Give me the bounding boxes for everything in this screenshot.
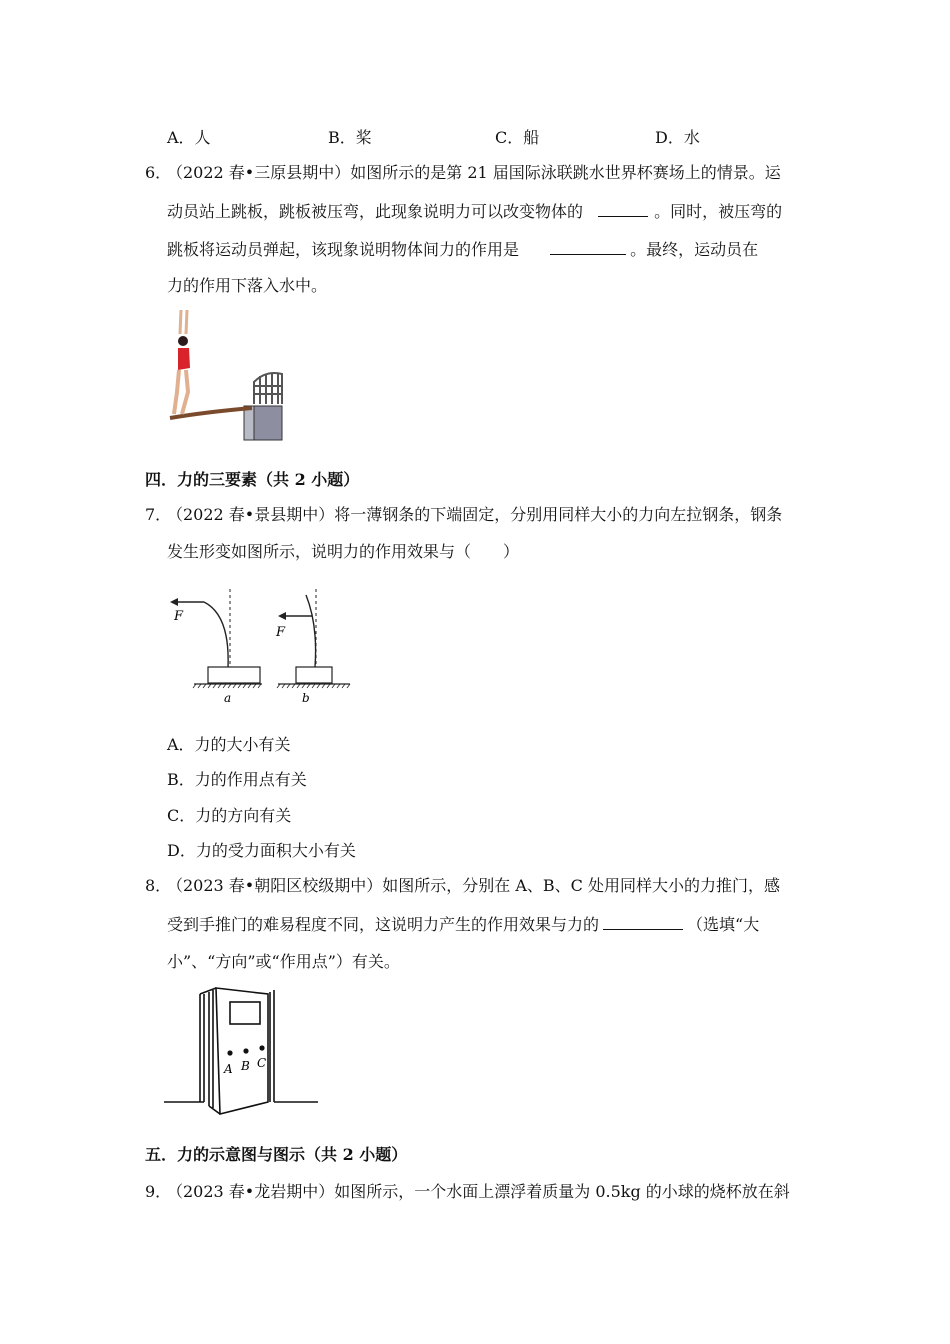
question-6-line-1: （2022 春•三原县期中）如图所示的是第 21 届国际泳联跳水世界杯赛场上的情景。运 <box>167 163 781 182</box>
question-7-line-2: 发生形变如图所示，说明力的作用效果与（ ） <box>167 542 520 561</box>
question-6-line-3-text-a: 跳板将运动员弹起，该现象说明物体间力的作用是 <box>167 240 520 259</box>
question-9-number: 9． <box>145 1182 172 1201</box>
section-4-heading: 四．力的三要素（共 2 小题） <box>145 470 360 489</box>
question-6-line-2-text-a: 动员站上跳板，跳板被压弯，此现象说明力可以改变物体的 <box>167 202 584 221</box>
force-label-a: F <box>174 609 184 624</box>
answer-blank-2[interactable] <box>550 237 626 255</box>
question-7-option-d: D．力的受力面积大小有关 <box>167 841 356 860</box>
question-8-line-3: 小”、“方向”或“作用点”）有关。 <box>167 952 400 971</box>
question-7-option-b: B．力的作用点有关 <box>167 770 307 789</box>
point-b-dot <box>243 1048 248 1053</box>
point-a-dot <box>227 1050 232 1055</box>
question-8-number: 8． <box>145 876 172 895</box>
question-6-line-3 <box>167 237 807 262</box>
option-b: B．桨 <box>328 128 372 147</box>
question-6-number: 6． <box>145 163 172 182</box>
option-c: C．船 <box>495 128 540 147</box>
point-a-label: A <box>224 1062 233 1076</box>
force-label-b: F <box>276 625 286 640</box>
question-9-line-1: （2023 春•龙岩期中）如图所示，一个水面上漂浮着质量为 0.5kg 的小球的烧杯放在斜 <box>167 1182 790 1201</box>
question-8-line-2-text-b: （选填“大 <box>687 915 760 934</box>
steel-strip-figure <box>166 585 356 707</box>
door-figure <box>164 984 320 1118</box>
figure-b-label: b <box>302 691 310 705</box>
question-8-line-2 <box>167 912 807 937</box>
question-7-number: 7． <box>145 505 172 524</box>
section-5-heading: 五．力的示意图与图示（共 2 小题） <box>145 1145 408 1164</box>
figure-a-label: a <box>224 691 232 705</box>
question-8-line-1: （2023 春•朝阳区校级期中）如图所示，分别在 A、B、C 处用同样大小的力推门，感 <box>167 876 780 895</box>
diver-figure <box>166 308 288 442</box>
point-c-dot <box>259 1045 264 1050</box>
answer-blank-3[interactable] <box>603 912 683 930</box>
option-a: A．人 <box>167 128 211 147</box>
point-b-label: B <box>241 1059 250 1073</box>
point-c-label: C <box>257 1056 267 1070</box>
question-7-option-c: C．力的方向有关 <box>167 806 292 825</box>
question-6-line-2 <box>167 199 807 224</box>
question-6-line-3-text-b: 。最终，运动员在 <box>630 240 759 259</box>
question-6-line-2-text-b: 。同时，被压弯的 <box>654 202 783 221</box>
answer-blank-1[interactable] <box>598 199 648 217</box>
option-d: D．水 <box>655 128 700 147</box>
question-8-line-2-text-a: 受到手推门的难易程度不同，这说明力产生的作用效果与力的 <box>167 915 600 934</box>
question-6-line-4: 力的作用下落入水中。 <box>167 276 328 295</box>
question-7-option-a: A．力的大小有关 <box>167 735 291 754</box>
question-7-line-1: （2022 春•景县期中）将一薄钢条的下端固定，分别用同样大小的力向左拉钢条，钢条 <box>167 505 783 524</box>
